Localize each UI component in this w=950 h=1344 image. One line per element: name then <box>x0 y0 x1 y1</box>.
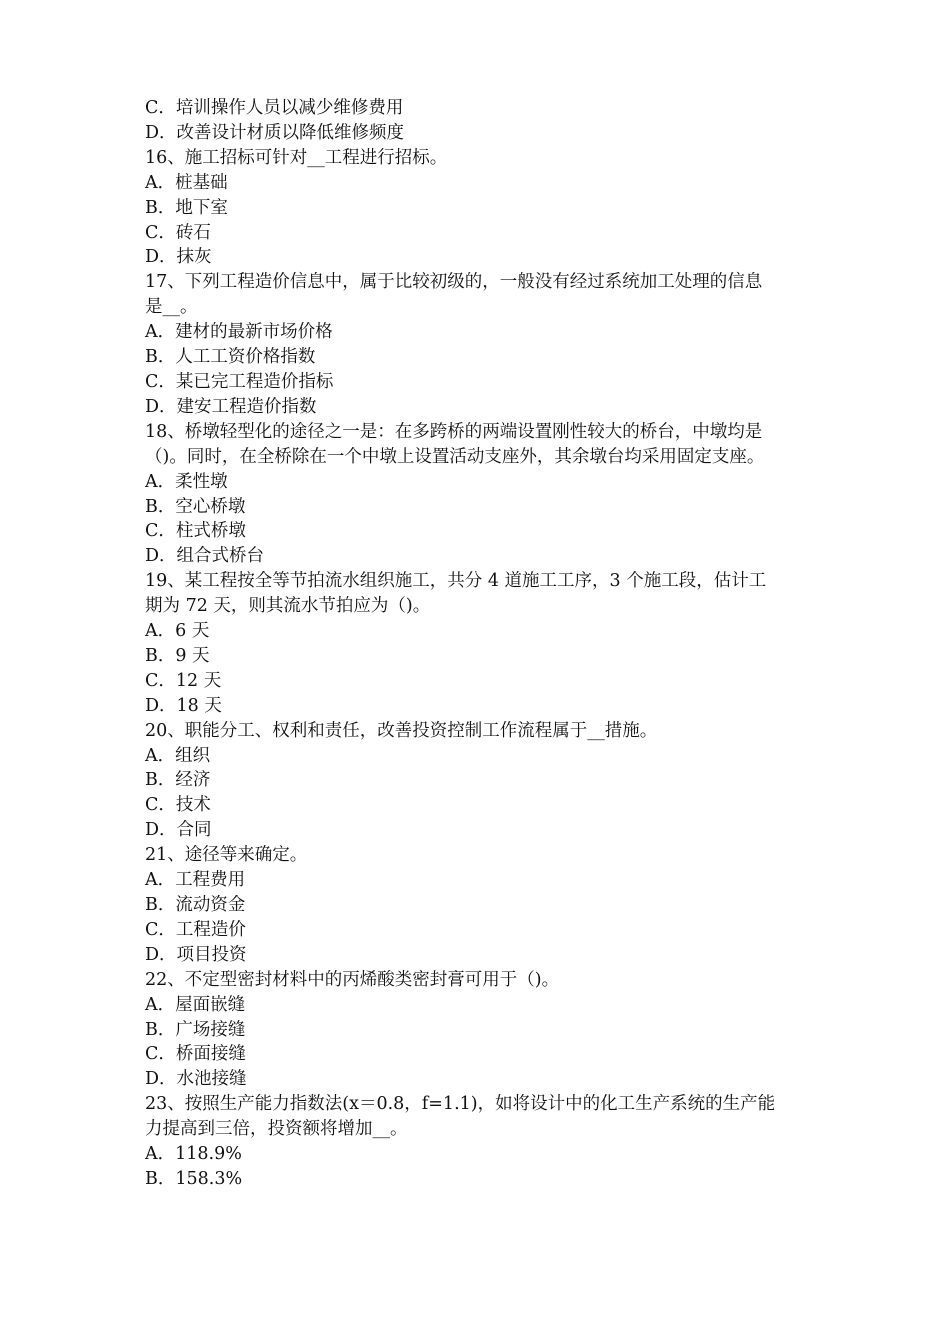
text-line: 19、某工程按全等节拍流水组织施工，共分 4 道施工工序，3 个施工段，估计工 <box>145 571 767 592</box>
document-page <box>145 96 815 1192</box>
text-line: B．经济 <box>145 770 211 791</box>
text-line: D．组合式桥台 <box>145 546 265 567</box>
text-line: C．某已完工程造价指标 <box>145 371 334 392</box>
text-line: D．水池接缝 <box>145 1069 247 1090</box>
text-line: A．桩基础 <box>145 172 228 193</box>
text-line: A．组织 <box>145 745 211 766</box>
text-line: C．12 天 <box>145 670 222 691</box>
text-line: 20、职能分工、权利和责任，改善投资控制工作流程属于__措施。 <box>145 720 658 741</box>
text-line: A．建材的最新市场价格 <box>145 322 333 343</box>
text-line: B．人工工资价格指数 <box>145 347 316 368</box>
text-line: C．桥面接缝 <box>145 1044 246 1065</box>
text-line: 21、途径等来确定。 <box>145 845 308 866</box>
text-line: B．158.3% <box>145 1168 243 1189</box>
text-line: A．118.9% <box>145 1144 242 1165</box>
text-line: D．合同 <box>145 820 212 841</box>
text-line: D．18 天 <box>145 695 222 716</box>
text-line: A．屋面嵌缝 <box>145 994 246 1015</box>
text-line: B．地下室 <box>145 197 228 218</box>
text-line: C．培训操作人员以减少维修费用 <box>145 98 404 118</box>
text-line: 23、按照生产能力指数法(x＝0.8，f=1.1)，如将设计中的化工生产系统的生产能 <box>145 1094 776 1115</box>
text-line: 16、施工招标可针对__工程进行招标。 <box>145 147 448 168</box>
text-line: D．建安工程造价指数 <box>145 396 317 417</box>
text-line: D．改善设计材质以降低维修频度 <box>145 122 405 143</box>
text-line: C．柱式桥墩 <box>145 521 246 542</box>
text-line: 17、下列工程造价信息中，属于比较初级的，一般没有经过系统加工处理的信息 <box>145 272 763 293</box>
text-line: A．工程费用 <box>145 870 246 891</box>
text-line: A．6 天 <box>145 621 210 642</box>
text-line: 期为 72 天，则其流水节拍应为（)。 <box>145 596 431 617</box>
text-line: D．抹灰 <box>145 247 212 268</box>
text-line: C．工程造价 <box>145 919 246 940</box>
text-line: 是__。 <box>145 297 198 318</box>
text-line: B．流动资金 <box>145 895 246 915</box>
text-line: A．柔性墩 <box>145 471 228 492</box>
text-line: 18、桥墩轻型化的途径之一是：在多跨桥的两端设置刚性较大的桥台，中墩均是 <box>145 421 763 442</box>
text-line: C．技术 <box>145 795 211 816</box>
text-line: （)。同时，在全桥除在一个中墩上设置活动支座外，其余墩台均采用固定支座。 <box>145 446 765 467</box>
text-line: B．广场接缝 <box>145 1019 246 1040</box>
text-line: B．空心桥墩 <box>145 496 246 517</box>
text-line: 22、不定型密封材料中的丙烯酸类密封膏可用于（)。 <box>145 969 560 990</box>
text-line: B．9 天 <box>145 645 210 666</box>
text-line: 力提高到三倍，投资额将增加__。 <box>145 1119 408 1140</box>
text-line: C．砖石 <box>145 222 211 243</box>
text-line: D．项目投资 <box>145 944 247 965</box>
